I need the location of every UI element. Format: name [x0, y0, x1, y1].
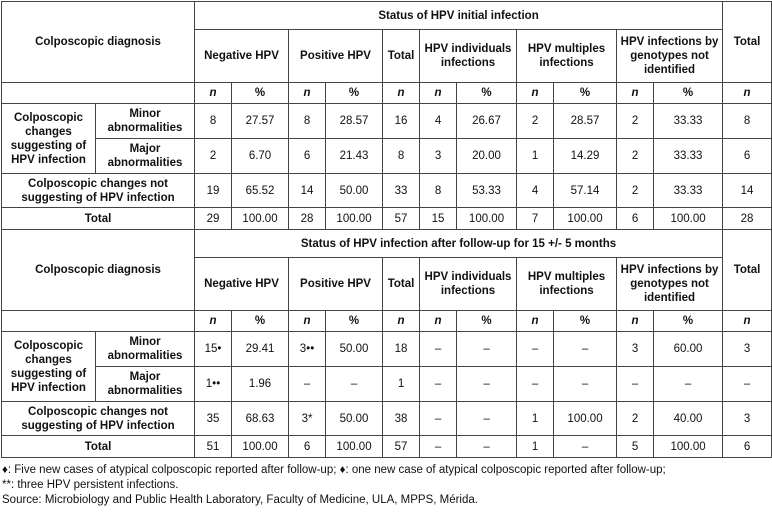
- table-cell: 28: [289, 208, 326, 230]
- pct-label: %: [554, 311, 617, 332]
- pct-label: %: [654, 311, 723, 332]
- hpv-colposcopy-table: [1, 1, 772, 458]
- table-cell: 4: [420, 104, 457, 139]
- individuals-header: HPV individuals infections: [420, 30, 517, 83]
- table-cell: 20.00: [457, 139, 517, 174]
- table-cell: 15•: [195, 332, 232, 367]
- table-cell: 8: [289, 104, 326, 139]
- table-cell: 6.70: [232, 139, 289, 174]
- table-cell: 3: [617, 332, 654, 367]
- table-cell: 100.00: [554, 402, 617, 436]
- table-cell: 1••: [195, 367, 232, 402]
- n-label: n: [195, 311, 232, 332]
- table-cell: 1: [383, 367, 420, 402]
- table-cell: 2: [617, 402, 654, 436]
- n-label: n: [723, 83, 772, 104]
- table-cell: 57: [383, 436, 420, 458]
- table-cell: 2: [617, 139, 654, 174]
- pct-label: %: [457, 83, 517, 104]
- table-cell: 27.57: [232, 104, 289, 139]
- table-cell: 6: [617, 208, 654, 230]
- pct-label: %: [232, 83, 289, 104]
- footnotes: [2, 463, 770, 508]
- table-cell: –: [554, 436, 617, 458]
- table-cell: –: [517, 332, 554, 367]
- multiples-header: HPV multiples infections: [517, 258, 617, 311]
- negative-hpv-header: Negative HPV: [195, 30, 289, 83]
- table-cell: 14: [289, 174, 326, 208]
- n-label: n: [383, 311, 420, 332]
- n-label: n: [289, 311, 326, 332]
- table-cell: 26.67: [457, 104, 517, 139]
- table-cell: 2: [617, 174, 654, 208]
- table-cell: 8: [723, 104, 772, 139]
- table-cell: 68.63: [232, 402, 289, 436]
- table-row: [2, 174, 772, 208]
- table-cell: 28.57: [554, 104, 617, 139]
- table-cell: 3*: [289, 402, 326, 436]
- table-cell: 1.96: [232, 367, 289, 402]
- minor-label: Minor abnormalities: [96, 104, 195, 139]
- table-cell: –: [420, 332, 457, 367]
- table-row-total: [2, 208, 772, 230]
- table-cell: 29: [195, 208, 232, 230]
- changes-not-suggesting-label: Colposcopic changes not suggesting of HPV infection: [2, 402, 195, 436]
- source-note: Source: Microbiology and Public Health Laboratory, Faculty of Medicine, ULA, MPPS, Mérida.: [2, 494, 478, 506]
- table-cell: 8: [383, 139, 420, 174]
- table-cell: –: [457, 332, 517, 367]
- table-row: [2, 402, 772, 436]
- table-cell: 2: [195, 139, 232, 174]
- n-label: n: [517, 311, 554, 332]
- table-cell: –: [420, 402, 457, 436]
- table-cell: 6: [723, 139, 772, 174]
- table-cell: 100.00: [232, 436, 289, 458]
- table-cell: 1: [517, 402, 554, 436]
- table-cell: 33.33: [654, 104, 723, 139]
- n-label: n: [517, 83, 554, 104]
- total-subheader: Total: [383, 258, 420, 311]
- table-cell: 5: [617, 436, 654, 458]
- table-cell: –: [554, 367, 617, 402]
- table-cell: 6: [723, 436, 772, 458]
- table-cell: 14: [723, 174, 772, 208]
- table-cell: 7: [517, 208, 554, 230]
- table-cell: 6: [289, 139, 326, 174]
- status-followup-header: Status of HPV infection after follow-up for 15 +/- 5 months: [195, 230, 723, 258]
- table-cell: –: [326, 367, 383, 402]
- table-cell: 3: [420, 139, 457, 174]
- unit-row: [2, 83, 772, 104]
- table-row: [2, 139, 772, 174]
- not-identified-header: HPV infections by genotypes not identified: [617, 30, 723, 83]
- changes-not-suggesting-label: Colposcopic changes not suggesting of HPV infection: [2, 174, 195, 208]
- total-row-label: Total: [2, 436, 195, 458]
- table-cell: 21.43: [326, 139, 383, 174]
- table-row: [2, 367, 772, 402]
- colposcopic-diagnosis-header: Colposcopic diagnosis: [2, 230, 195, 311]
- table-row: [2, 332, 772, 367]
- table-cell: 57.14: [554, 174, 617, 208]
- table-cell: 3: [723, 402, 772, 436]
- table-cell: 28: [723, 208, 772, 230]
- blank-cell: [2, 311, 195, 332]
- table-cell: –: [654, 367, 723, 402]
- table-cell: –: [420, 436, 457, 458]
- n-label: n: [195, 83, 232, 104]
- pct-label: %: [326, 311, 383, 332]
- n-label: n: [420, 83, 457, 104]
- table-cell: 57: [383, 208, 420, 230]
- table-cell: 35: [195, 402, 232, 436]
- table-cell: 8: [420, 174, 457, 208]
- table-row-total: [2, 436, 772, 458]
- status-initial-header: Status of HPV initial infection: [195, 2, 723, 30]
- table-cell: 51: [195, 436, 232, 458]
- pct-label: %: [654, 83, 723, 104]
- table-cell: –: [289, 367, 326, 402]
- total-row-label: Total: [2, 208, 195, 230]
- pct-label: %: [326, 83, 383, 104]
- total-header: Total: [723, 230, 772, 311]
- total-subheader: Total: [383, 30, 420, 83]
- table-cell: 50.00: [326, 332, 383, 367]
- total-header: Total: [723, 2, 772, 83]
- table-cell: 8: [195, 104, 232, 139]
- multiples-header: HPV multiples infections: [517, 30, 617, 83]
- table-cell: 50.00: [326, 402, 383, 436]
- positive-hpv-header: Positive HPV: [289, 30, 383, 83]
- table-cell: –: [554, 332, 617, 367]
- changes-suggesting-label: Colposcopic changes suggesting of HPV infection: [2, 332, 96, 402]
- pct-label: %: [457, 311, 517, 332]
- table-cell: 53.33: [457, 174, 517, 208]
- n-label: n: [617, 83, 654, 104]
- table-cell: 40.00: [654, 402, 723, 436]
- table-cell: 33: [383, 174, 420, 208]
- table-cell: 100.00: [554, 208, 617, 230]
- n-label: n: [617, 311, 654, 332]
- table-cell: 19: [195, 174, 232, 208]
- table-cell: 2: [517, 104, 554, 139]
- table-cell: 1: [517, 139, 554, 174]
- minor-label: Minor abnormalities: [96, 332, 195, 367]
- table-cell: –: [457, 436, 517, 458]
- table-cell: –: [457, 367, 517, 402]
- negative-hpv-header: Negative HPV: [195, 258, 289, 311]
- not-identified-header: HPV infections by genotypes not identified: [617, 258, 723, 311]
- table-cell: 100.00: [654, 436, 723, 458]
- major-label: Major abnormalities: [96, 367, 195, 402]
- n-label: n: [420, 311, 457, 332]
- pct-label: %: [232, 311, 289, 332]
- table-cell: 6: [289, 436, 326, 458]
- table-cell: 50.00: [326, 174, 383, 208]
- positive-hpv-header: Positive HPV: [289, 258, 383, 311]
- table-cell: –: [420, 367, 457, 402]
- table-cell: 16: [383, 104, 420, 139]
- n-label: n: [723, 311, 772, 332]
- table-row: [2, 104, 772, 139]
- table-cell: 14.29: [554, 139, 617, 174]
- table-cell: 100.00: [457, 208, 517, 230]
- table-cell: –: [723, 367, 772, 402]
- table-cell: 3••: [289, 332, 326, 367]
- table-cell: 29.41: [232, 332, 289, 367]
- table-cell: 2: [617, 104, 654, 139]
- table-cell: 65.52: [232, 174, 289, 208]
- table-cell: 100.00: [654, 208, 723, 230]
- table-cell: –: [457, 402, 517, 436]
- n-label: n: [383, 83, 420, 104]
- table-cell: 100.00: [232, 208, 289, 230]
- table-cell: 100.00: [326, 208, 383, 230]
- table-cell: 18: [383, 332, 420, 367]
- table-cell: 3: [723, 332, 772, 367]
- table-cell: 60.00: [654, 332, 723, 367]
- table-cell: 33.33: [654, 174, 723, 208]
- n-label: n: [289, 83, 326, 104]
- individuals-header: HPV individuals infections: [420, 258, 517, 311]
- unit-row: [2, 311, 772, 332]
- table-cell: –: [517, 367, 554, 402]
- table-cell: 15: [420, 208, 457, 230]
- changes-suggesting-label: Colposcopic changes suggesting of HPV infection: [2, 104, 96, 174]
- major-label: Major abnormalities: [96, 139, 195, 174]
- pct-label: %: [554, 83, 617, 104]
- table-cell: 28.57: [326, 104, 383, 139]
- table-cell: –: [617, 367, 654, 402]
- table-cell: 33.33: [654, 139, 723, 174]
- colposcopic-diagnosis-header: Colposcopic diagnosis: [2, 2, 195, 83]
- table-cell: 100.00: [326, 436, 383, 458]
- blank-cell: [2, 83, 195, 104]
- footnote-persistent: **: three HPV persistent infections.: [2, 479, 179, 491]
- table-cell: 1: [517, 436, 554, 458]
- table-cell: 38: [383, 402, 420, 436]
- table-cell: 4: [517, 174, 554, 208]
- footnote-new-cases: ♦: Five new cases of atypical colposcopic reported after follow-up; ♦: one new case of atypical colposcopic reported after follow-up;: [2, 464, 666, 476]
